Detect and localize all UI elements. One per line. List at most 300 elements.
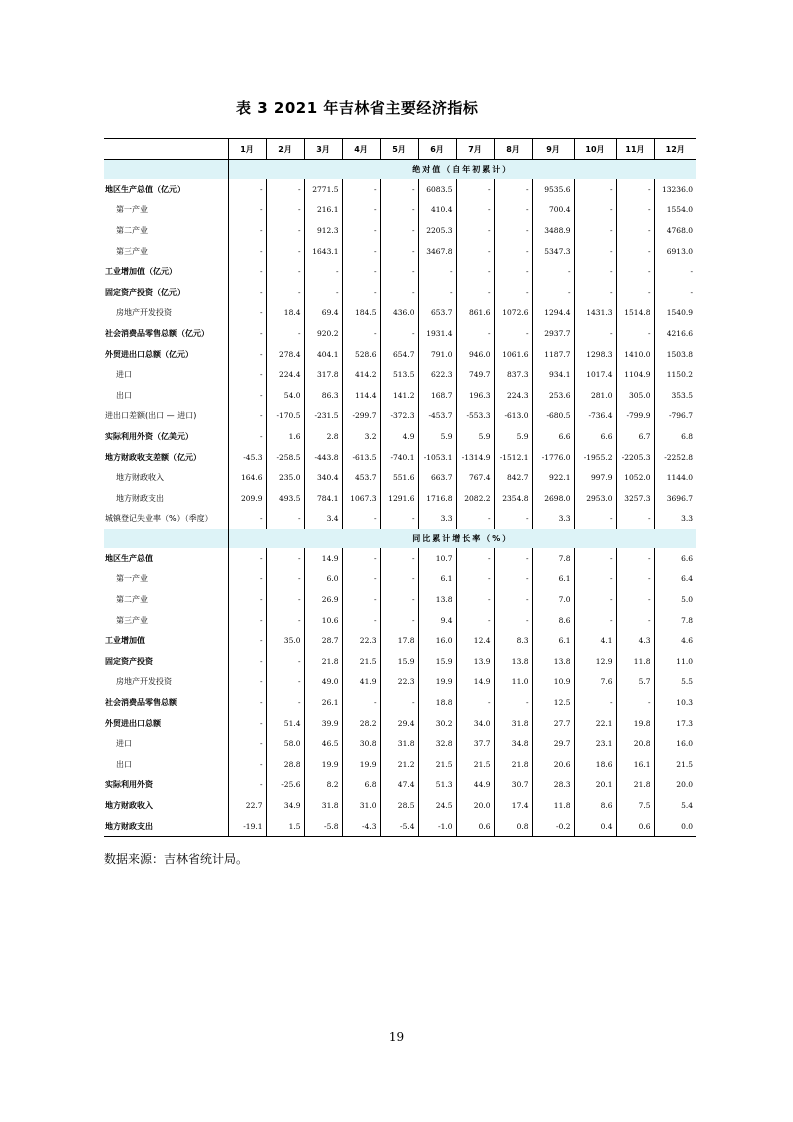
table-row [104, 261, 696, 282]
value-cell: 4.1 [574, 630, 616, 651]
value-cell: - [380, 509, 418, 530]
value-cell: 3.3 [532, 509, 574, 530]
value-cell: - [380, 220, 418, 241]
value-cell: 2953.0 [574, 488, 616, 509]
value-cell: - [574, 179, 616, 200]
value-cell: 19.9 [418, 672, 456, 693]
value-cell: 19.9 [342, 754, 380, 775]
table-row [104, 509, 696, 530]
value-cell: 37.7 [456, 733, 494, 754]
row-label: 地方财政收支差额（亿元） [105, 452, 201, 462]
value-cell: 6.6 [532, 426, 574, 447]
value-cell: 1072.6 [494, 303, 532, 324]
value-cell: 551.6 [380, 467, 418, 488]
value-cell: 1514.8 [616, 303, 654, 324]
value-cell: 353.5 [654, 385, 696, 406]
value-cell: - [228, 179, 266, 200]
value-cell: - [342, 569, 380, 590]
value-cell: -1.0 [418, 816, 456, 837]
value-cell: 653.7 [418, 303, 456, 324]
value-cell: 5.7 [616, 672, 654, 693]
value-cell: 3.3 [418, 509, 456, 530]
value-cell: - [342, 509, 380, 530]
value-cell: - [456, 241, 494, 262]
value-cell: 28.3 [532, 775, 574, 796]
value-cell: 22.3 [342, 630, 380, 651]
value-cell: - [494, 692, 532, 713]
value-cell: 6.4 [654, 569, 696, 590]
value-cell: 7.8 [654, 610, 696, 631]
value-cell: 13236.0 [654, 179, 696, 200]
value-cell: 30.8 [342, 733, 380, 754]
value-cell: - [342, 241, 380, 262]
value-cell: - [228, 610, 266, 631]
value-cell: - [342, 589, 380, 610]
month-header: 10月 [574, 139, 616, 160]
value-cell: 6.8 [654, 426, 696, 447]
value-cell: 2.8 [304, 426, 342, 447]
value-cell: - [456, 692, 494, 713]
value-cell: 51.4 [266, 713, 304, 734]
value-cell: - [616, 610, 654, 631]
table-row [104, 733, 696, 754]
value-cell: - [494, 282, 532, 303]
value-cell: -299.7 [342, 406, 380, 427]
value-cell: 436.0 [380, 303, 418, 324]
table-row [104, 282, 696, 303]
value-cell: 1067.3 [342, 488, 380, 509]
value-cell: 6913.0 [654, 241, 696, 262]
row-label: 房地产开发投资 [116, 677, 172, 687]
value-cell: - [494, 589, 532, 610]
value-cell: -170.5 [266, 406, 304, 427]
value-cell: 54.0 [266, 385, 304, 406]
value-cell: - [574, 241, 616, 262]
value-cell: 1294.4 [532, 303, 574, 324]
value-cell: - [380, 323, 418, 344]
value-cell: 13.8 [532, 651, 574, 672]
value-cell: 5.4 [654, 795, 696, 816]
value-cell: 5.9 [494, 426, 532, 447]
value-cell: -613.0 [494, 406, 532, 427]
value-cell: 5.9 [418, 426, 456, 447]
value-cell: 86.3 [304, 385, 342, 406]
value-cell: - [616, 241, 654, 262]
value-cell: 253.6 [532, 385, 574, 406]
value-cell: 44.9 [456, 775, 494, 796]
value-cell: 305.0 [616, 385, 654, 406]
row-label: 第三产业 [116, 615, 148, 625]
value-cell: - [494, 200, 532, 221]
month-header: 12月 [654, 139, 696, 160]
value-cell: -736.4 [574, 406, 616, 427]
value-cell: 3488.9 [532, 220, 574, 241]
value-cell: 6.6 [654, 548, 696, 569]
value-cell: 3.4 [304, 509, 342, 530]
value-cell: 11.0 [654, 651, 696, 672]
value-cell: 6.0 [304, 569, 342, 590]
month-header: 6月 [418, 139, 456, 160]
value-cell: -2205.3 [616, 447, 654, 468]
value-cell: 2205.3 [418, 220, 456, 241]
table-row [104, 467, 696, 488]
value-cell: 20.0 [654, 775, 696, 796]
table-row [104, 610, 696, 631]
value-cell: -2252.8 [654, 447, 696, 468]
table-body [104, 160, 696, 837]
value-cell: 5347.3 [532, 241, 574, 262]
value-cell: - [616, 200, 654, 221]
value-cell: - [456, 548, 494, 569]
value-cell: -799.9 [616, 406, 654, 427]
value-cell: 41.9 [342, 672, 380, 693]
month-header: 5月 [380, 139, 418, 160]
value-cell: 410.4 [418, 200, 456, 221]
value-cell: 141.2 [380, 385, 418, 406]
value-cell: - [266, 509, 304, 530]
value-cell: 1144.0 [654, 467, 696, 488]
value-cell: - [228, 344, 266, 365]
value-cell: - [228, 261, 266, 282]
value-cell: - [616, 692, 654, 713]
value-cell: - [574, 589, 616, 610]
value-cell: - [574, 220, 616, 241]
value-cell: - [574, 261, 616, 282]
value-cell: 20.0 [456, 795, 494, 816]
value-cell: 281.0 [574, 385, 616, 406]
month-header: 3月 [304, 139, 342, 160]
table-row [104, 795, 696, 816]
value-cell: 19.8 [616, 713, 654, 734]
table-row [104, 303, 696, 324]
section-heading-row [104, 160, 696, 180]
value-cell: - [228, 509, 266, 530]
value-cell: - [418, 282, 456, 303]
row-label: 地区生产总值 [105, 553, 153, 563]
value-cell: 1017.4 [574, 364, 616, 385]
value-cell: 24.5 [418, 795, 456, 816]
value-cell: 235.0 [266, 467, 304, 488]
value-cell: 0.0 [654, 816, 696, 837]
value-cell: 0.6 [456, 816, 494, 837]
value-cell: 6.6 [574, 426, 616, 447]
value-cell: 22.7 [228, 795, 266, 816]
row-label: 地方财政支出 [116, 493, 164, 503]
value-cell: 10.3 [654, 692, 696, 713]
value-cell: - [228, 406, 266, 427]
value-cell: 8.2 [304, 775, 342, 796]
value-cell: - [228, 713, 266, 734]
value-cell: 2698.0 [532, 488, 574, 509]
value-cell: - [266, 548, 304, 569]
value-cell: 1150.2 [654, 364, 696, 385]
value-cell: -4.3 [342, 816, 380, 837]
row-label: 工业增加值（亿元） [105, 267, 177, 277]
value-cell: - [228, 630, 266, 651]
table-row [104, 447, 696, 468]
value-cell: 28.5 [380, 795, 418, 816]
value-cell: 15.9 [418, 651, 456, 672]
row-label: 地方财政收入 [105, 801, 153, 811]
value-cell: - [380, 179, 418, 200]
row-label: 社会消费品零售总额（亿元） [105, 328, 209, 338]
value-cell: 4216.6 [654, 323, 696, 344]
value-cell: 27.7 [532, 713, 574, 734]
value-cell: 5.5 [654, 672, 696, 693]
value-cell: 29.7 [532, 733, 574, 754]
value-cell: - [228, 200, 266, 221]
value-cell: 21.5 [654, 754, 696, 775]
value-cell: 28.8 [266, 754, 304, 775]
value-cell: - [228, 692, 266, 713]
table-row [104, 672, 696, 693]
value-cell: 922.1 [532, 467, 574, 488]
value-cell: 278.4 [266, 344, 304, 365]
month-header: 9月 [532, 139, 574, 160]
value-cell: -1053.1 [418, 447, 456, 468]
value-cell: - [342, 323, 380, 344]
value-cell: - [380, 589, 418, 610]
value-cell: 17.4 [494, 795, 532, 816]
value-cell: - [228, 323, 266, 344]
row-label: 固定资产投资（亿元） [105, 287, 185, 297]
value-cell: 11.8 [616, 651, 654, 672]
value-cell: 17.3 [654, 713, 696, 734]
value-cell: 1931.4 [418, 323, 456, 344]
value-cell: 58.0 [266, 733, 304, 754]
value-cell: -796.7 [654, 406, 696, 427]
value-cell: - [342, 282, 380, 303]
table-row [104, 569, 696, 590]
value-cell: 21.8 [304, 651, 342, 672]
value-cell: 14.9 [304, 548, 342, 569]
value-cell: 11.0 [494, 672, 532, 693]
value-cell: -553.3 [456, 406, 494, 427]
value-cell: - [574, 569, 616, 590]
value-cell: - [380, 610, 418, 631]
row-label: 出口 [116, 759, 132, 769]
page-number: 19 [388, 1030, 405, 1044]
value-cell: 39.9 [304, 713, 342, 734]
section-heading-spacer [104, 160, 228, 180]
value-cell: 8.6 [574, 795, 616, 816]
value-cell: - [342, 179, 380, 200]
value-cell: 46.5 [304, 733, 342, 754]
table-row [104, 713, 696, 734]
month-header: 7月 [456, 139, 494, 160]
row-label: 外贸进出口总额（亿元） [105, 349, 193, 359]
value-cell: 767.4 [456, 467, 494, 488]
value-cell: 842.7 [494, 467, 532, 488]
row-label: 进出口差额(出口 — 进口) [105, 411, 197, 421]
table-row [104, 220, 696, 241]
value-cell: 12.4 [456, 630, 494, 651]
value-cell: 69.4 [304, 303, 342, 324]
value-cell: - [266, 220, 304, 241]
value-cell: -5.8 [304, 816, 342, 837]
row-label: 第一产业 [116, 205, 148, 215]
value-cell: 51.3 [418, 775, 456, 796]
row-label: 城镇登记失业率（%）（季度） [105, 514, 213, 524]
value-cell: 1187.7 [532, 344, 574, 365]
value-cell: - [456, 179, 494, 200]
value-cell: - [532, 261, 574, 282]
value-cell: - [380, 548, 418, 569]
value-cell: 18.6 [574, 754, 616, 775]
value-cell: - [380, 261, 418, 282]
value-cell: - [228, 754, 266, 775]
value-cell: - [380, 200, 418, 221]
table-row [104, 754, 696, 775]
value-cell: 7.5 [616, 795, 654, 816]
value-cell: - [342, 692, 380, 713]
value-cell: 21.5 [418, 754, 456, 775]
value-cell: -0.2 [532, 816, 574, 837]
value-cell: -19.1 [228, 816, 266, 837]
value-cell: 47.4 [380, 775, 418, 796]
value-cell: 6083.5 [418, 179, 456, 200]
value-cell: 31.8 [494, 713, 532, 734]
row-label: 房地产开发投资 [116, 308, 172, 318]
value-cell: - [616, 323, 654, 344]
value-cell: - [304, 282, 342, 303]
row-label: 第二产业 [116, 225, 148, 235]
value-cell: 404.1 [304, 344, 342, 365]
value-cell: - [654, 282, 696, 303]
value-cell: 18.8 [418, 692, 456, 713]
value-cell: - [228, 220, 266, 241]
value-cell: -258.5 [266, 447, 304, 468]
table-row [104, 692, 696, 713]
value-cell: -45.3 [228, 447, 266, 468]
value-cell: 3.3 [654, 509, 696, 530]
table-row [104, 651, 696, 672]
value-cell: 513.5 [380, 364, 418, 385]
value-cell: - [266, 241, 304, 262]
table-title: 表 3 2021 年吉林省主要经济指标 [236, 99, 479, 117]
value-cell: - [456, 220, 494, 241]
month-header: 4月 [342, 139, 380, 160]
value-cell: - [266, 651, 304, 672]
table-row [104, 406, 696, 427]
value-cell: 4.6 [654, 630, 696, 651]
value-cell: 35.0 [266, 630, 304, 651]
value-cell: - [228, 672, 266, 693]
value-cell: 164.6 [228, 467, 266, 488]
value-cell: 34.8 [494, 733, 532, 754]
value-cell: 31.8 [380, 733, 418, 754]
value-cell: 8.6 [532, 610, 574, 631]
value-cell: 934.1 [532, 364, 574, 385]
value-cell: 946.0 [456, 344, 494, 365]
value-cell: 6.1 [532, 569, 574, 590]
month-header: 8月 [494, 139, 532, 160]
value-cell: 3.2 [342, 426, 380, 447]
value-cell: - [380, 569, 418, 590]
value-cell: 622.3 [418, 364, 456, 385]
value-cell: - [494, 241, 532, 262]
value-cell: - [266, 200, 304, 221]
value-cell: 2771.5 [304, 179, 342, 200]
value-cell: - [494, 548, 532, 569]
value-cell: - [228, 651, 266, 672]
value-cell: 26.1 [304, 692, 342, 713]
value-cell: 837.3 [494, 364, 532, 385]
value-cell: 4.3 [616, 630, 654, 651]
value-cell: 13.8 [494, 651, 532, 672]
value-cell: 18.4 [266, 303, 304, 324]
table-row [104, 488, 696, 509]
value-cell: 340.4 [304, 467, 342, 488]
value-cell: - [494, 569, 532, 590]
value-cell: 21.8 [616, 775, 654, 796]
value-cell: - [266, 261, 304, 282]
value-cell: -25.6 [266, 775, 304, 796]
value-cell: 184.5 [342, 303, 380, 324]
row-label: 第一产业 [116, 574, 148, 584]
value-cell: - [266, 589, 304, 610]
value-cell: 1298.3 [574, 344, 616, 365]
row-label: 进口 [116, 370, 132, 380]
value-cell: 13.8 [418, 589, 456, 610]
value-cell: - [228, 282, 266, 303]
row-label: 工业增加值 [105, 636, 145, 646]
table-row [104, 816, 696, 837]
value-cell: -231.5 [304, 406, 342, 427]
value-cell: - [456, 261, 494, 282]
value-cell: - [574, 692, 616, 713]
value-cell: - [228, 303, 266, 324]
row-label: 固定资产投资 [105, 656, 153, 666]
value-cell: - [616, 220, 654, 241]
value-cell: 0.8 [494, 816, 532, 837]
data-source-note: 数据来源：吉林省统计局。 [104, 852, 249, 866]
value-cell: 1104.9 [616, 364, 654, 385]
value-cell: - [456, 610, 494, 631]
value-cell: -443.8 [304, 447, 342, 468]
row-label: 地方财政收入 [116, 473, 164, 483]
table-row [104, 241, 696, 262]
value-cell: - [266, 179, 304, 200]
value-cell: 10.9 [532, 672, 574, 693]
value-cell: 21.2 [380, 754, 418, 775]
value-cell: - [574, 282, 616, 303]
value-cell: 1540.9 [654, 303, 696, 324]
value-cell: 19.9 [304, 754, 342, 775]
value-cell: - [266, 610, 304, 631]
value-cell: 168.7 [418, 385, 456, 406]
value-cell: - [456, 323, 494, 344]
row-label: 第二产业 [116, 595, 148, 605]
value-cell: -613.5 [342, 447, 380, 468]
value-cell: 30.2 [418, 713, 456, 734]
value-cell: 784.1 [304, 488, 342, 509]
value-cell: - [616, 548, 654, 569]
value-cell: - [342, 200, 380, 221]
value-cell: - [380, 692, 418, 713]
value-cell: 15.9 [380, 651, 418, 672]
value-cell: - [616, 569, 654, 590]
value-cell: 654.7 [380, 344, 418, 365]
value-cell: 2354.8 [494, 488, 532, 509]
value-cell: -5.4 [380, 816, 418, 837]
value-cell: 10.7 [418, 548, 456, 569]
value-cell: - [532, 282, 574, 303]
value-cell: - [418, 261, 456, 282]
table-row [104, 323, 696, 344]
value-cell: -372.3 [380, 406, 418, 427]
value-cell: 997.9 [574, 467, 616, 488]
